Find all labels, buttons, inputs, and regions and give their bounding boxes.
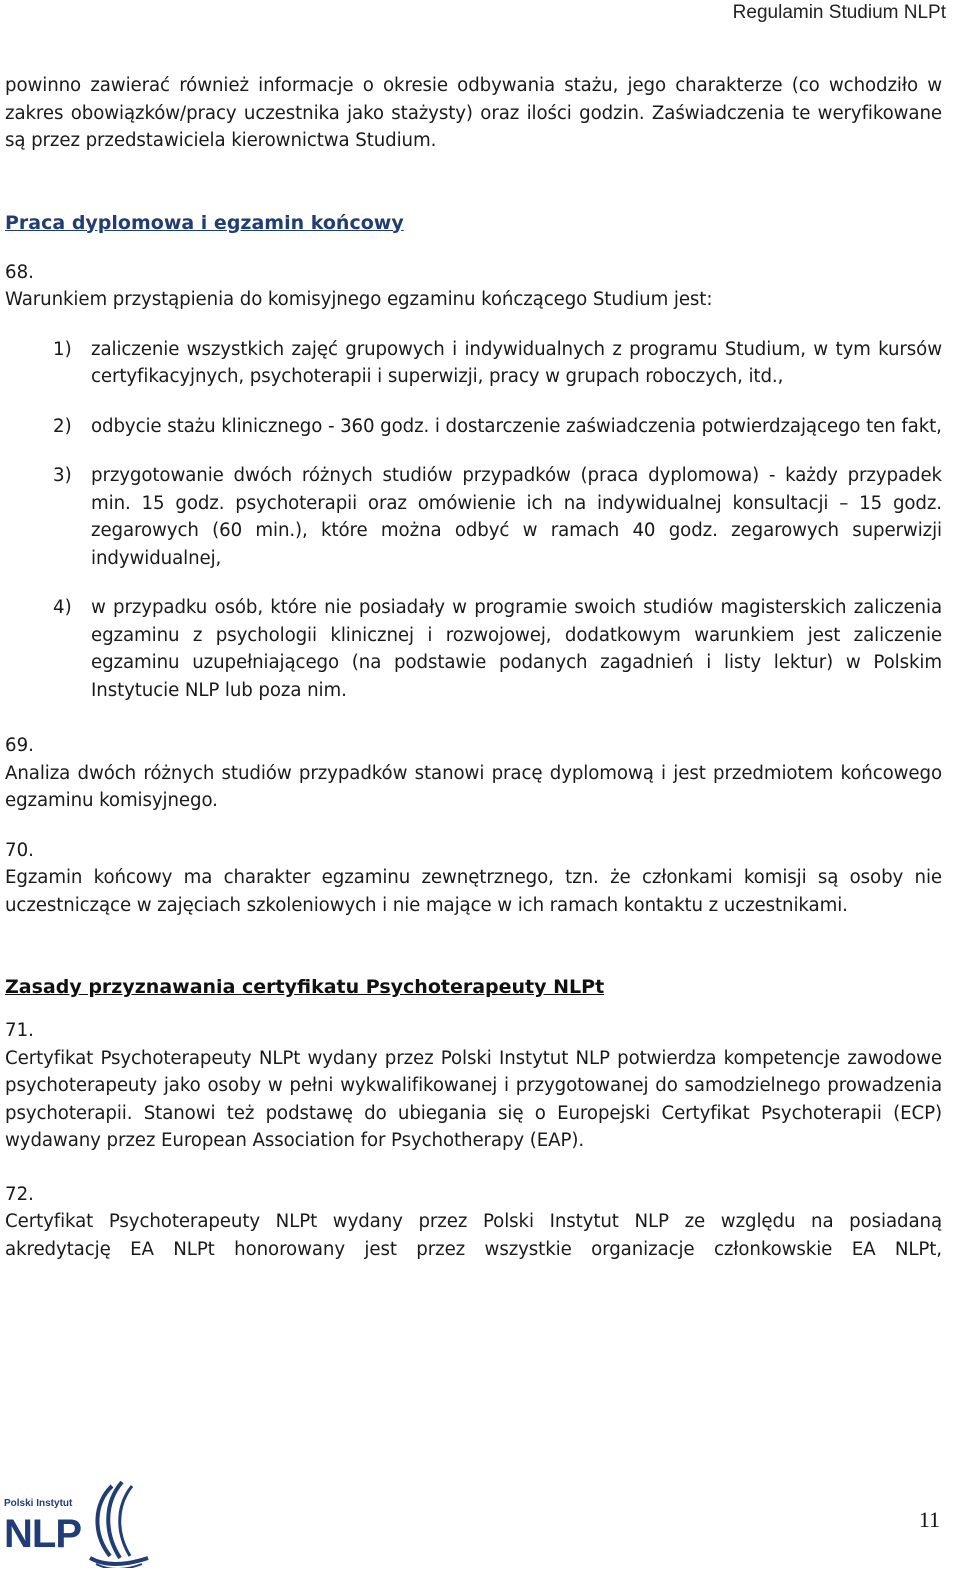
- list-item-text: w przypadku osób, które nie posiadały w programie swoich studiów magisterskich zaliczenia egzaminu z psychologii klinicznej i rozwojowej, dodatkowym warunkiem jest zaliczenie egzaminu uzupełniającego (na podstawie podanych zagadnień i listy lektur) w Polskim Instytucie NLP lub poza nim.: [91, 597, 942, 701]
- list-item-text: zaliczenie wszystkich zajęć grupowych i indywidualnych z programu Studium, w tym kursów certyfikacyjnych, psychoterapii i superwizji, pracy w grupach roboczych, itd.,: [91, 338, 942, 387]
- list-item: [5, 336, 942, 391]
- paragraph-69-text: Analiza dwóch różnych studiów przypadków stanowi pracę dyplomową i jest przedmiotem końcowego egzaminu komisyjnego.: [5, 762, 942, 811]
- paragraph-68-text: Warunkiem przystąpienia do komisyjnego egzaminu kończącego Studium jest:: [5, 289, 713, 310]
- document-body: [5, 72, 942, 1263]
- logo-caption: Polski Instytut: [4, 1498, 73, 1509]
- paragraph-71-text: Certyfikat Psychoterapeuty NLPt wydany przez Polski Instytut NLP potwierdza kompetencje zawodowe psychoterapeuty jako osoby w pełni wykwalifikowanej i przygotowanej do samodzielnego prowadzenia psychoterapii. Stanowi też podstawę do ubiegania się o Europejski Certyfikat Psychoterapii (ECP) wydawany przez European Association for Psychotherapy (EAP).: [5, 1047, 942, 1151]
- list-marker: 2): [53, 415, 72, 437]
- ship-icon: [82, 1478, 152, 1568]
- paragraph-number-68: 68.: [5, 261, 34, 283]
- polski-instytut-nlp-logo: [4, 1478, 154, 1568]
- paragraph-72-text: Certyfikat Psychoterapeuty NLPt wydany przez Polski Instytut NLP ze względu na posiadaną akredytację EA NLPt honorowany jest przez wszystkie organizacje członkowskie EA NLPt,: [5, 1211, 942, 1260]
- intro-paragraph: powinno zawierać również informacje o okresie odbywania stażu, jego charakterze (co wchodziło w zakres obowiązków/pracy uczestnika jako stażysty) oraz ilości godzin. Zaświadczenia te weryfikowane są przez przedstawiciela kierownictwa Studium.: [5, 75, 942, 151]
- list-item: [5, 594, 942, 704]
- list-item: [5, 413, 942, 441]
- list-item: [5, 462, 942, 572]
- section-heading-thesis: Praca dyplomowa i egzamin końcowy: [5, 211, 404, 234]
- logo-wordmark: NLP: [4, 1512, 81, 1556]
- list-marker: 4): [53, 597, 72, 618]
- paragraph-number-70: 70.: [5, 839, 34, 861]
- requirements-list: [5, 336, 942, 705]
- list-marker: 1): [53, 338, 72, 360]
- paragraph-number-72: 72.: [5, 1183, 34, 1205]
- document-running-title: Regulamin Studium NLPt: [732, 2, 946, 23]
- paragraph-70-text: Egzamin końcowy ma charakter egzaminu zewnętrznego, tzn. że członkami komisji są osoby nie uczestniczące w zajęciach szkoleniowych i nie mające w ich ramach kontaktu z uczestnikami.: [5, 867, 942, 916]
- page-number: 11: [918, 1507, 940, 1532]
- list-item-text: odbycie stażu klinicznego - 360 godz. i dostarczenie zaświadczenia potwierdzającego ten fakt,: [91, 415, 942, 437]
- paragraph-number-71: 71.: [5, 1020, 34, 1041]
- paragraph-number-69: 69.: [5, 735, 34, 756]
- list-item-text: przygotowanie dwóch różnych studiów przypadków (praca dyplomowa) - każdy przypadek min. 15 godz. psychoterapii oraz omówienie ich na indywidualnej konsultacji – 15 godz. zegarowych (60 min.), które można odbyć w ramach 40 godz. zegarowych superwizji indywidualnej,: [91, 465, 942, 569]
- section-heading-certificate: Zasady przyznawania certyfikatu Psychoterapeuty NLPt: [5, 976, 605, 998]
- list-marker: 3): [53, 465, 72, 486]
